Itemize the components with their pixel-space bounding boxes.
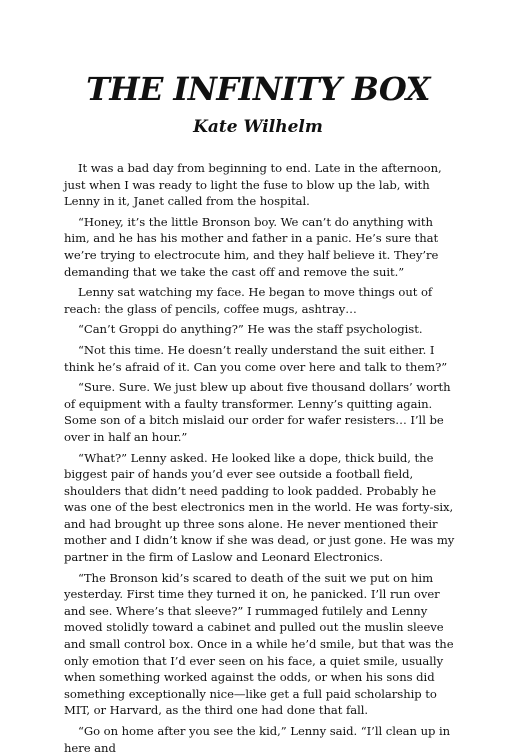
paragraph: “What?” Lenny asked. He looked like a dope, thick build, the biggest pair of hands you’d ever see outside a football field, shoulders that didn’t need padding to look padded. Probably he was one of the best electronics men in the world. He was forty-six, and had brought up three sons alone. He never mentioned their mother and I didn’t know if she was dead, or just gone. He was my partner in the firm of Laslow and Leonard Electronics. <box>64 450 455 565</box>
paragraph: “Sure. Sure. We just blew up about five thousand dollars’ worth of equipment with a faulty transformer. Lenny’s quitting again. Some son of a bitch mislaid our order for wafer resisters… I’ll be over in half an hour.” <box>64 380 451 444</box>
document-author: Kate Wilhelm <box>193 117 323 137</box>
paragraph: It was a bad day from beginning to end. Late in the afternoon, just when I was ready to light the fuse to blow up the lab, with Lenny in it, Janet called from the hospital. <box>64 161 442 209</box>
paragraph: “Go on home after you see the kid,” Lenny said. “I’ll clean up in here and <box>64 724 451 755</box>
paragraph: “Not this time. He doesn’t really understand the suit either. I think he’s afraid of it. Can you come over here and talk to them?” <box>64 342 448 374</box>
paragraph: “Honey, it’s the little Bronson boy. We can’t do anything with him, and he has his mother and father in a panic. He’s sure that we’re trying to electrocute him, and they half believe it. They’re demanding that we take the cast off and remove the suit.” <box>64 214 439 279</box>
paragraph: “The Bronson kid’s scared to death of the suit we put on him yesterday. First time they turned it on, he panicked. I’ll run over and see. Where’s that sleeve?” I rummaged futilely and Lenny moved stolidly toward a cabinet and pulled out the muslin sleeve and small control box. Once in a while he’d smile, but that was the only emotion that I’d ever seen on his face, a quiet smile, usually when something worked against the odds, or when his sons did something exceptionally nice—like get a full paid scholarship to MIT, or Harvard, as the third one had done that fall. <box>64 570 454 718</box>
paragraph: Lenny sat watching my face. He began to move things out of reach: the glass of pencils, coffee mugs, ashtray… <box>64 285 433 316</box>
document-title: THE INFINITY BOX <box>86 70 430 108</box>
document-body <box>64 160 462 756</box>
paragraph: “Can’t Groppi do anything?” He was the staff psychologist. <box>78 322 423 337</box>
